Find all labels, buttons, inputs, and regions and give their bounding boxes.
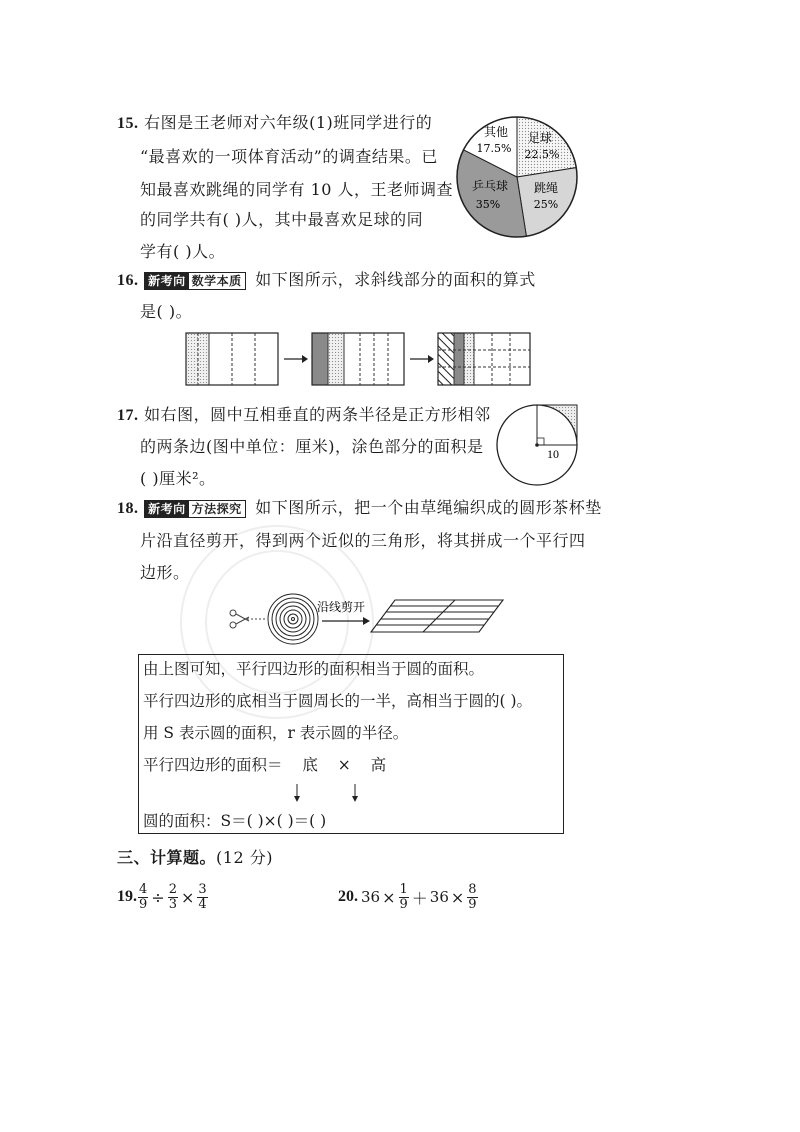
scissors-icon — [230, 610, 249, 628]
pie-value-zuqiu: 22.5% — [524, 148, 560, 161]
number: 36 — [429, 888, 449, 906]
fraction: $\frac{8}{9}$ — [468, 881, 477, 912]
question-number: 19. — [117, 888, 137, 905]
fraction: $\frac{2}{3}$ — [168, 881, 177, 912]
pie-value-qita: 17.5% — [476, 142, 512, 155]
question-text-line: 是( )。 — [140, 302, 193, 321]
question-number: 17. — [117, 407, 139, 424]
rectangle-sequence-figure — [184, 330, 534, 388]
plus-sign: ＋ — [411, 888, 428, 908]
question-number: 16. — [117, 272, 139, 289]
circle-square-figure — [492, 400, 582, 490]
times-sign: × — [180, 887, 195, 907]
question-number: 18. — [117, 500, 139, 517]
box-line-1: 由上图可知，平行四边形的面积相当于圆的面积。 — [143, 660, 485, 678]
question-number: 20. — [338, 888, 358, 905]
radius-label: 10 — [547, 447, 559, 461]
pie-value-tiaosheng: 25% — [533, 198, 559, 211]
question-text-line: ( )厘米²。 — [140, 469, 216, 488]
section-score: (12 分) — [216, 848, 273, 867]
coaster-cut-figure — [225, 592, 515, 648]
box-line-2: 平行四边形的底相当于圆周长的一半，高相当于圆的( )。 — [143, 692, 533, 710]
question-text-line: 如下图所示，求斜线部分的面积的算式 — [255, 270, 536, 289]
question-20 — [338, 880, 479, 914]
base-label: 底 — [302, 756, 318, 774]
pie-slice — [517, 117, 576, 177]
explanation-box — [138, 654, 564, 834]
question-text-line: 的两条边(图中单位：厘米)，涂色部分的面积是 — [140, 437, 484, 456]
question-text-line: 右图是王老师对六年级(1)班同学进行的 — [144, 113, 433, 132]
cut-label: 沿线剪开 — [316, 600, 366, 614]
pie-label-tiaosheng: 跳绳 — [533, 181, 559, 195]
times-sign: × — [337, 756, 351, 774]
pie-label-zuqiu: 足球 — [527, 131, 553, 145]
question-text-line: 的同学共有( )人，其中最喜欢足球的同 — [140, 210, 424, 229]
fraction: $\frac{4}{9}$ — [139, 881, 148, 912]
box-line-5: 圆的面积：S＝( )×( )＝( ) — [143, 812, 327, 830]
pie-value-pingpang: 35% — [475, 198, 501, 211]
fraction: $\frac{1}{9}$ — [399, 881, 408, 912]
number: 36 — [361, 888, 381, 906]
question-text-line: 如下图所示，把一个由草绳编织成的圆形茶杯垫 — [255, 498, 602, 517]
question-text-line: 知最喜欢跳绳的同学有 10 人，王老师调查 — [140, 180, 454, 199]
box-line-3: 用 S 表示圆的面积，r 表示圆的半径。 — [143, 724, 409, 742]
question-text-line: 如右图，圆中互相垂直的两条半径是正方形相邻 — [144, 405, 491, 424]
question-19 — [117, 880, 209, 914]
pie-label-qita: 其他 — [483, 125, 509, 139]
pie-chart — [452, 112, 582, 242]
question-text-line: “最喜欢的一项体育活动”的调查结果。已 — [140, 147, 438, 166]
section-3-heading — [117, 848, 273, 868]
new-direction-badge: 新考向 方法探究 — [144, 500, 246, 518]
question-text-line: 学有( )人。 — [140, 242, 226, 261]
divide-sign: ÷ — [151, 887, 165, 907]
section-title: 三、计算题。 — [117, 848, 217, 867]
times-sign: × — [382, 887, 396, 907]
fraction: $\frac{3}{4}$ — [198, 881, 207, 912]
pie-label-pingpang: 乒乓球 — [471, 179, 509, 193]
new-direction-badge: 新考向 数学本质 — [144, 272, 246, 290]
height-label: 高 — [370, 756, 387, 774]
question-text-line: 边形。 — [140, 563, 190, 582]
question-number: 15. — [117, 115, 139, 132]
box-line-4-label: 平行四边形的面积＝ — [143, 756, 283, 774]
question-text-line: 片沿直径剪开，得到两个近似的三角形，将其拼成一个平行四 — [140, 531, 586, 550]
down-arrows — [289, 783, 369, 805]
times-sign: × — [450, 887, 465, 907]
